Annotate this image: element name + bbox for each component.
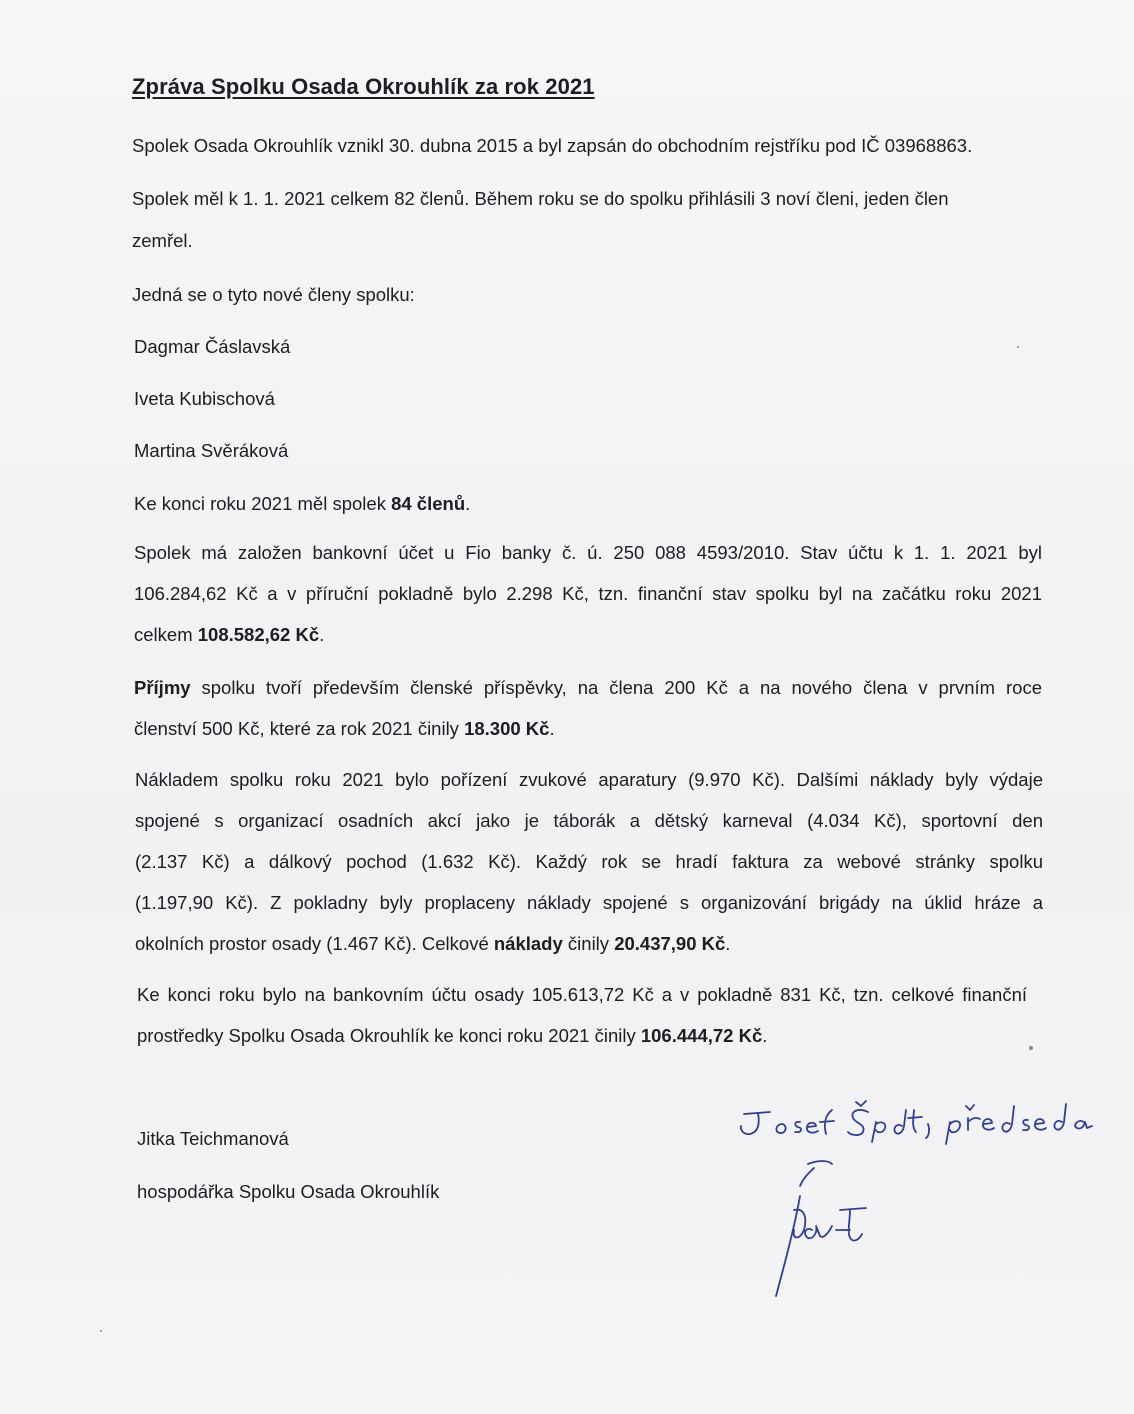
- final-paragraph: [137, 974, 1027, 1056]
- final-total-value: 106.444,72 Kč: [640, 1025, 763, 1046]
- income-total-value: 18.300 Kč: [464, 718, 550, 739]
- new-members-intro: Jedná se o tyto nové členy spolku:: [132, 284, 415, 305]
- final-line-1: Ke konci roku bylo na bankovním účtu osady 105.613,72 Kč a v pokladně 831 Kč, tzn. celkové finanční: [137, 984, 1027, 1005]
- bank-total-value: 108.582,62 Kč: [197, 624, 320, 645]
- bank-line-2: 106.284,62 Kč a v příruční pokladně bylo 2.298 Kč, tzn. finanční stav spolku byl na začátku roku 2021: [134, 583, 1042, 604]
- costs-line-3: (2.137 Kč) a dálkový pochod (1.632 Kč). Každý rok se hradí faktura za webové stránky spolku: [135, 851, 1043, 872]
- end-count-line: [134, 483, 470, 524]
- income-line-1: [134, 667, 1042, 708]
- income-paragraph: [134, 667, 1042, 749]
- scan-speck: [100, 1330, 102, 1332]
- end-count-suffix: .: [465, 493, 471, 514]
- signer-name: Jitka Teichmanová: [137, 1128, 289, 1149]
- costs-total-prefix: okolních prostor osady (1.467 Kč). Celkové: [135, 933, 494, 954]
- costs-line-4: (1.197,90 Kč). Z pokladny byly proplaceny náklady spojené s organizování brigády na úklid hráze a: [135, 892, 1043, 913]
- bank-line-1: Spolek má založen bankovní účet u Fio banky č. ú. 250 088 4593/2010. Stav účtu k 1. 1. 2021 byl: [134, 542, 1042, 563]
- signer-role: hospodářka Spolku Osada Okrouhlík: [137, 1181, 440, 1202]
- income-total-suffix: .: [549, 718, 555, 739]
- costs-total-value: 20.437,90 Kč: [614, 933, 726, 954]
- costs-total-suffix: .: [725, 933, 731, 954]
- bank-line-3: [134, 614, 1042, 655]
- bank-paragraph: [134, 532, 1042, 655]
- income-line-2: [134, 708, 1042, 749]
- membership-line-1: Spolek měl k 1. 1. 2021 celkem 82 členů. Během roku se do spolku přihlásili 3 noví členi, jeden člen: [132, 188, 949, 209]
- membership-line-2: zemřel.: [132, 230, 193, 251]
- scan-speck: [1029, 1046, 1033, 1050]
- bank-total-label: celkem: [134, 624, 198, 645]
- final-total-suffix: .: [762, 1025, 768, 1046]
- costs-line-2: spojené s organizací osadních akcí jako je táborák a dětský karneval (4.034 Kč), sportovní den: [135, 810, 1043, 831]
- costs-line-5: [135, 923, 1043, 964]
- income-total-label: členství 500 Kč, které za rok 2021 činily: [134, 718, 465, 739]
- costs-total-mid: činily: [562, 933, 615, 954]
- income-label: Příjmy: [134, 677, 191, 698]
- final-line-2: [137, 1015, 1027, 1056]
- new-member-item: Dagmar Čáslavská: [134, 336, 291, 357]
- founding-paragraph: Spolek Osada Okrouhlík vznikl 30. dubna 2015 a byl zapsán do obchodním rejstříku pod IČ 03968863.: [132, 135, 973, 156]
- scan-speck: [1017, 346, 1019, 348]
- bank-total-suffix: .: [319, 624, 325, 645]
- end-count-value: 84 členů: [391, 493, 466, 514]
- income-text: spolku tvoří především členské příspěvky, na člena 200 Kč a na nového člena v prvním roce: [190, 677, 1042, 698]
- document-title: Zpráva Spolku Osada Okrouhlík za rok 2021: [132, 74, 595, 99]
- new-member-item: Iveta Kubischová: [134, 388, 275, 409]
- costs-paragraph: [135, 759, 1043, 964]
- costs-line-1: Nákladem spolku roku 2021 bylo pořízení zvukové aparatury (9.970 Kč). Dalšími náklady byly výdaje: [135, 769, 1043, 790]
- end-count-text: Ke konci roku 2021 měl spolek: [134, 493, 392, 514]
- final-total-label: prostředky Spolku Osada Okrouhlík ke konci roku 2021 činily: [137, 1025, 641, 1046]
- new-member-item: Martina Svěráková: [134, 440, 289, 461]
- handwritten-signature: [700, 1080, 1120, 1320]
- costs-label: náklady: [493, 933, 563, 954]
